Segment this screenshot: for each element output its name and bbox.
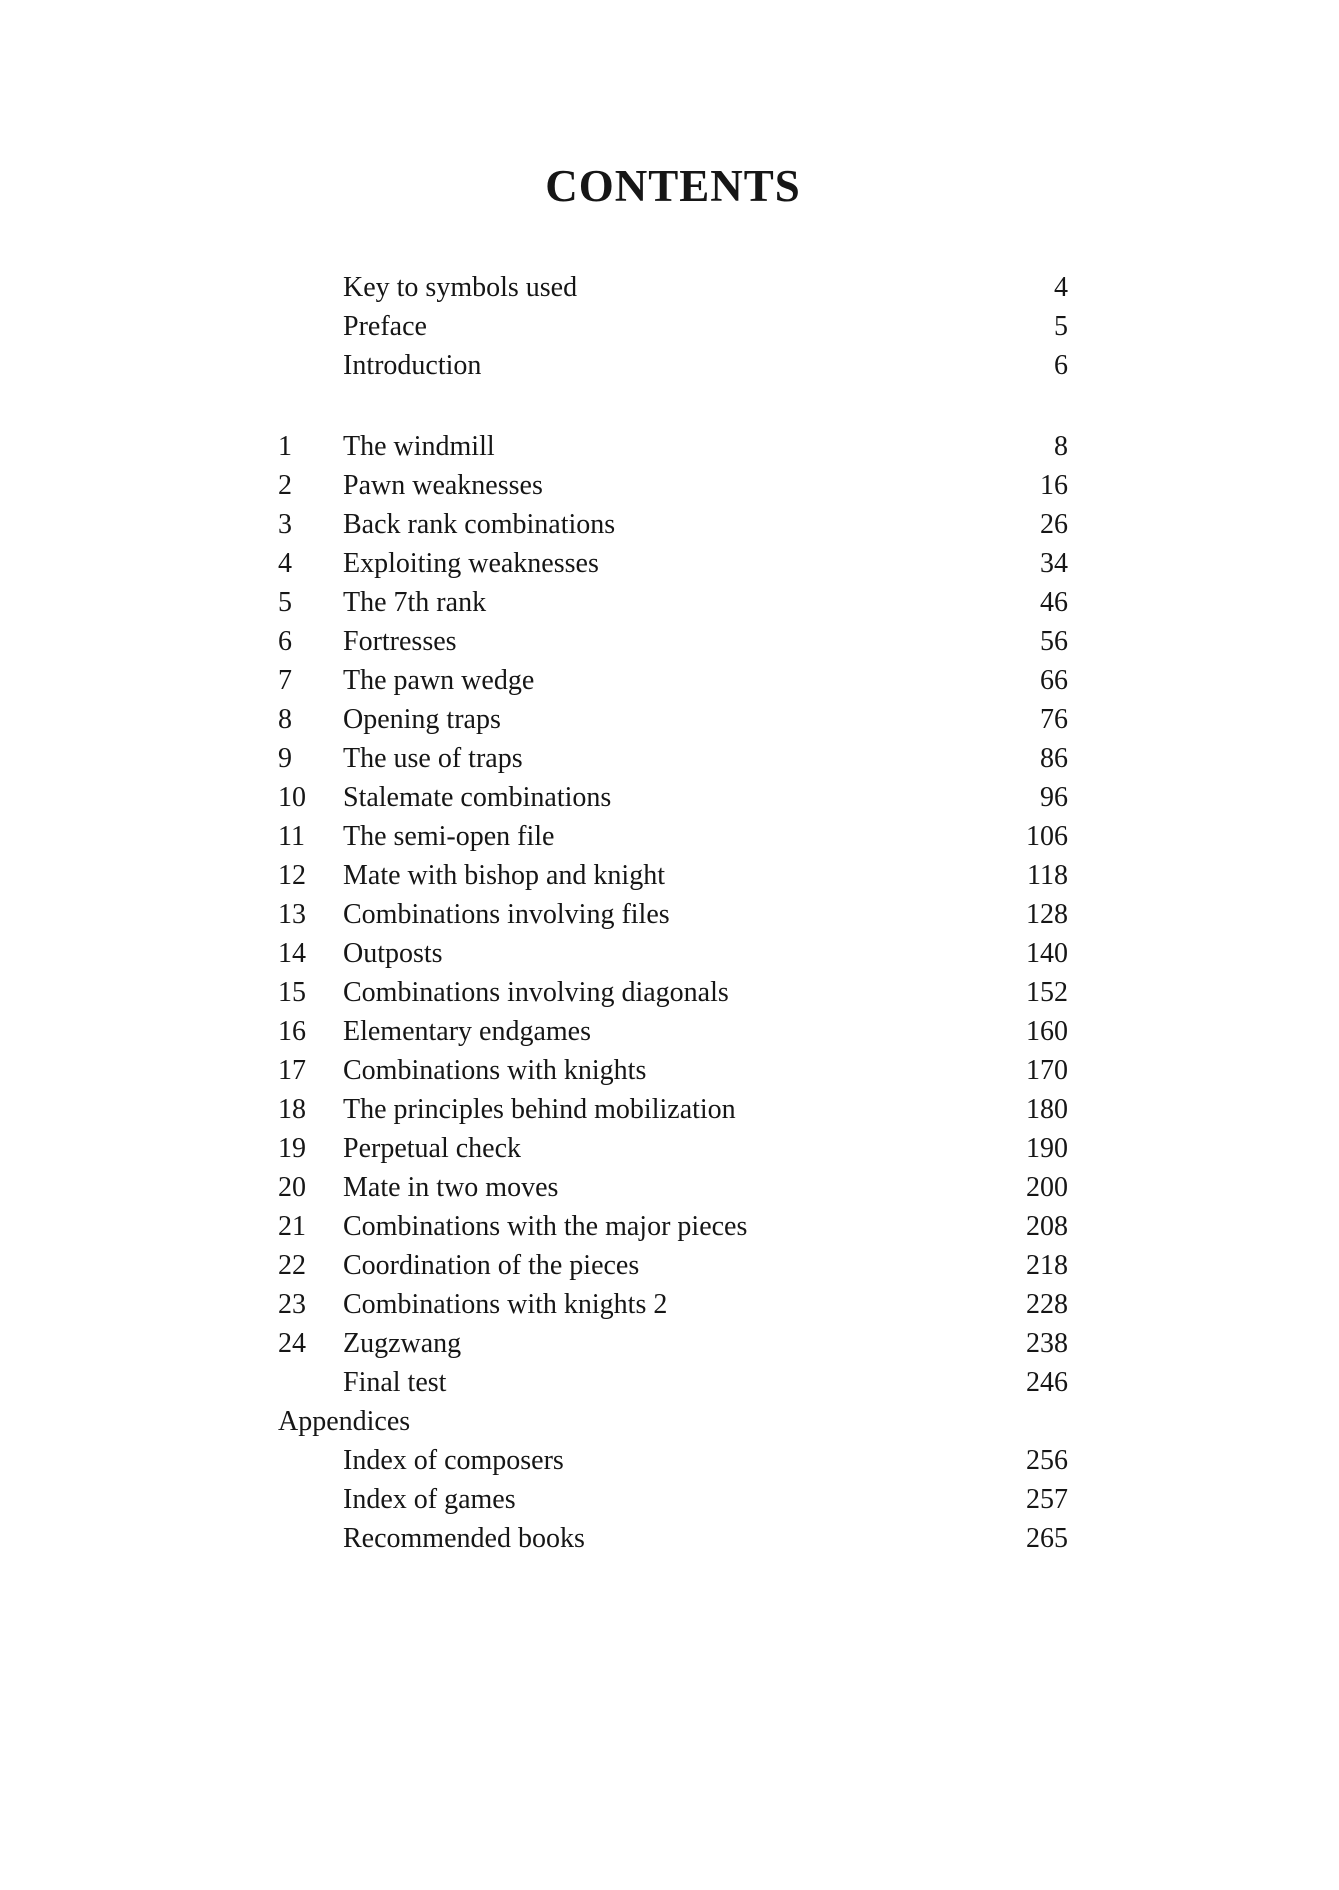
entry-title: Combinations with knights [343,1055,647,1086]
toc-entry [278,1480,1068,1519]
entry-title: Combinations involving diagonals [343,977,729,1008]
entry-page-number: 16 [1040,470,1068,501]
toc-entry [278,307,1068,346]
entry-page-number: 238 [1026,1328,1068,1359]
entry-title: The pawn wedge [343,665,535,696]
entry-number: 13 [278,899,306,930]
entry-number: 24 [278,1328,306,1359]
entry-number: 15 [278,977,306,1008]
entry-title: Final test [343,1367,447,1398]
entry-title: Preface [343,311,427,342]
toc-entry [278,1246,1068,1285]
entry-title: Stalemate combinations [343,782,612,813]
toc-entry [278,817,1068,856]
toc-entry [278,661,1068,700]
entry-number: 20 [278,1172,306,1203]
entry-title: Coordination of the pieces [343,1250,640,1281]
entry-number: 23 [278,1289,306,1320]
entry-page-number: 96 [1040,782,1068,813]
entry-title: Fortresses [343,626,457,657]
appendix-list [278,1441,1068,1558]
appendices-heading-row [278,1402,1068,1441]
entry-number: 4 [278,548,292,579]
toc-entry [278,1441,1068,1480]
toc-entry [278,427,1068,466]
entry-page-number: 218 [1026,1250,1068,1281]
entry-title: Exploiting weaknesses [343,548,599,579]
entry-title: The principles behind mobilization [343,1094,736,1125]
entry-title: The use of traps [343,743,523,774]
front-matter-list [278,268,1068,385]
entry-number: 6 [278,626,292,657]
entry-number: 3 [278,509,292,540]
entry-title: Introduction [343,350,482,381]
toc-entry [278,1285,1068,1324]
toc-entry [278,1012,1068,1051]
toc-entry [278,1363,1068,1402]
entry-page-number: 118 [1027,860,1068,891]
chapter-list [278,427,1068,1402]
entry-page-number: 6 [1054,350,1068,381]
entry-page-number: 180 [1026,1094,1068,1125]
entry-page-number: 128 [1026,899,1068,930]
entry-page-number: 208 [1026,1211,1068,1242]
entry-title: Mate with bishop and knight [343,860,665,891]
entry-page-number: 228 [1026,1289,1068,1320]
toc-entry [278,934,1068,973]
toc-entry [278,1051,1068,1090]
entry-title: Perpetual check [343,1133,522,1164]
toc-entry [278,739,1068,778]
toc-entry [278,895,1068,934]
entry-title: The 7th rank [343,587,487,618]
entry-page-number: 140 [1026,938,1068,969]
entry-page-number: 56 [1040,626,1068,657]
entry-number: 11 [278,821,305,852]
toc-entry [278,778,1068,817]
section-gap [278,385,1068,427]
entry-title: Recommended books [343,1523,585,1554]
entry-page-number: 200 [1026,1172,1068,1203]
entry-title: Elementary endgames [343,1016,592,1047]
entry-title: Mate in two moves [343,1172,559,1203]
entry-page-number: 8 [1054,431,1068,462]
entry-number: 21 [278,1211,306,1242]
entry-page-number: 26 [1040,509,1068,540]
entry-page-number: 257 [1026,1484,1068,1515]
toc-entry [278,973,1068,1012]
entry-page-number: 66 [1040,665,1068,696]
toc-entry [278,1090,1068,1129]
entry-number: 7 [278,665,292,696]
entry-page-number: 246 [1026,1367,1068,1398]
toc-entry [278,622,1068,661]
entry-title: Index of games [343,1484,516,1515]
toc-entry [278,346,1068,385]
entry-page-number: 190 [1026,1133,1068,1164]
entry-number: 5 [278,587,292,618]
entry-title: Key to symbols used [343,272,578,303]
toc-entry [278,1168,1068,1207]
entry-number: 8 [278,704,292,735]
entry-number: 22 [278,1250,306,1281]
page-title: CONTENTS [545,161,801,211]
entry-page-number: 170 [1026,1055,1068,1086]
toc-entry [278,1207,1068,1246]
entry-number: 2 [278,470,292,501]
toc-entry [278,856,1068,895]
toc-entry [278,583,1068,622]
entry-number: 12 [278,860,306,891]
entry-page-number: 46 [1040,587,1068,618]
entry-number: 18 [278,1094,306,1125]
toc-entry [278,1519,1068,1558]
entry-title: The windmill [343,431,495,462]
toc-entry [278,466,1068,505]
toc-entry [278,268,1068,307]
entry-title: Zugzwang [343,1328,462,1359]
entry-page-number: 4 [1054,272,1068,303]
entry-page-number: 106 [1026,821,1068,852]
appendices-heading: Appendices [278,1406,411,1437]
entry-number: 14 [278,938,306,969]
entry-title: Combinations with the major pieces [343,1211,748,1242]
entry-number: 17 [278,1055,306,1086]
toc-entry [278,1129,1068,1168]
entry-page-number: 265 [1026,1523,1068,1554]
entry-page-number: 86 [1040,743,1068,774]
entry-number: 10 [278,782,306,813]
entry-title: Combinations involving files [343,899,670,930]
entry-page-number: 256 [1026,1445,1068,1476]
toc-entry [278,544,1068,583]
entry-number: 1 [278,431,292,462]
entry-title: Opening traps [343,704,501,735]
entry-title: The semi-open file [343,821,555,852]
toc-entry [278,700,1068,739]
entry-number: 16 [278,1016,306,1047]
entry-page-number: 76 [1040,704,1068,735]
table-of-contents [278,268,1068,1558]
entry-title: Index of composers [343,1445,564,1476]
entry-title: Back rank combinations [343,509,616,540]
entry-title: Pawn weaknesses [343,470,543,501]
toc-entry [278,1324,1068,1363]
entry-page-number: 152 [1026,977,1068,1008]
entry-title: Combinations with knights 2 [343,1289,668,1320]
entry-number: 19 [278,1133,306,1164]
entry-page-number: 34 [1040,548,1068,579]
toc-entry [278,505,1068,544]
entry-title: Outposts [343,938,443,969]
entry-page-number: 160 [1026,1016,1068,1047]
entry-number: 9 [278,743,292,774]
entry-page-number: 5 [1054,311,1068,342]
